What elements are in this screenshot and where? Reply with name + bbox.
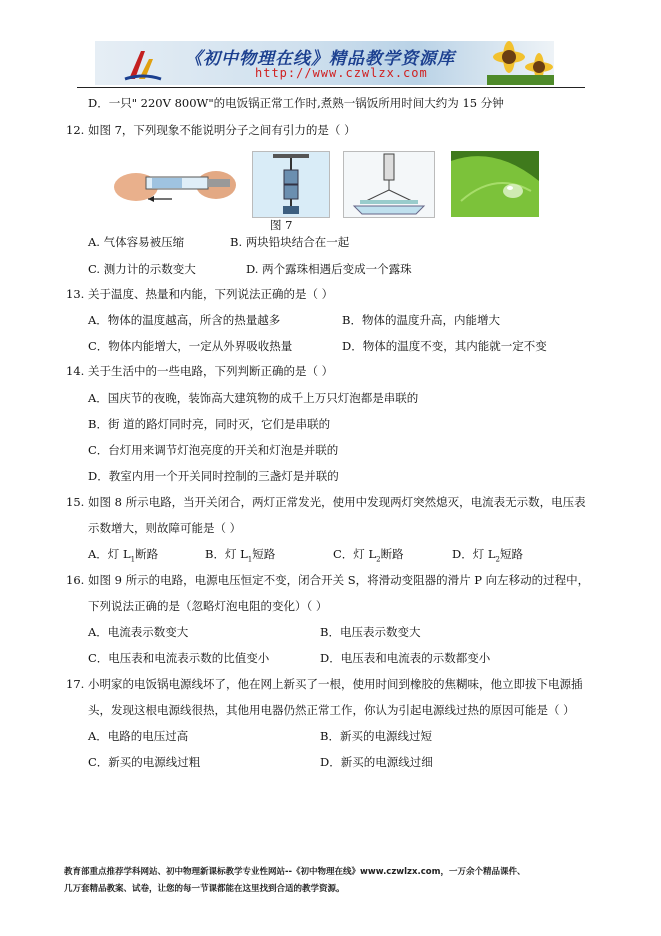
q16-option-d: D．电压表和电流表的示数都变小 [320, 651, 491, 665]
q15-option-b: B．灯 $L_1$短路 [205, 547, 276, 564]
q12-stem: 12. 如图 7，下列现象不能说明分子之间有引力的是（ ） [66, 123, 356, 137]
q11-option-d: D．一只" 220V 800W"的电饭锅正常工作时,煮熟一锅饭所用时间大约为 15 分钟 [88, 96, 504, 110]
q12-option-d: D. 两个露珠相遇后变成一个露珠 [246, 262, 412, 276]
lead-blocks-icon [253, 152, 329, 217]
q13-option-c: C．物体内能增大，一定从外界吸收热量 [88, 339, 293, 353]
q14-option-b: B．街 道的路灯同时亮，同时灭，它们是串联的 [88, 417, 331, 431]
q16-option-c: C．电压表和电流表示数的比值变小 [88, 651, 270, 665]
q16-option-b: B．电压表示数变大 [320, 625, 421, 639]
header-banner [95, 41, 554, 85]
q14-option-a: A．国庆节的夜晚，装饰高大建筑物的成千上万只灯泡都是串联的 [88, 391, 419, 405]
sunflower-icon [487, 41, 554, 85]
banner-url[interactable]: http://www.czwlzx.com [255, 66, 428, 80]
q12-option-a: A. 气体容易被压缩 [88, 235, 185, 249]
q13-option-b: B．物体的温度升高，内能增大 [342, 313, 500, 327]
q16-option-a: A．电流表示数变大 [88, 625, 189, 639]
logo-icon [123, 45, 163, 83]
q15-stem-line1: 15. 如图 8 所示电路，当开关闭合，两灯正常发光，使用中发现两灯突然熄灭，电流表无示数，电压表 [66, 495, 586, 509]
q16-stem-line2: 下列说法正确的是（忽略灯泡电阻的变化）（ ） [88, 599, 328, 613]
banner-title: 《初中物理在线》精品教学资源库 [185, 49, 455, 69]
q14-stem: 14. 关于生活中的一些电路，下列判断正确的是（ ） [66, 364, 334, 378]
footer-line-1: 教育部重点推荐学科网站、初中物理新课标教学专业性网站--《初中物理在线》www.czwlzx.com，一万余个精品课件、 [64, 867, 526, 877]
q17-option-d: D．新买的电源线过细 [320, 755, 433, 769]
figure-lead-blocks [252, 151, 330, 218]
q16-stem-line1: 16. 如图 9 所示的电路，电源电压恒定不变，闭合开关 S，将滑动变阻器的滑片 P 向左移动的过程中， [66, 573, 590, 587]
dew-drop-icon [451, 151, 539, 217]
q15-stem-line2: 示数增大，则故障可能是（ ） [88, 521, 242, 535]
page-footer [64, 864, 525, 898]
q13-stem: 13. 关于温度、热量和内能，下列说法正确的是（ ） [66, 287, 334, 301]
footer-line-2: 几万套精品教案、试卷，让您的每一节课都能在这里找到合适的教学资源。 [64, 884, 345, 894]
q17-stem-line1: 17. 小明家的电饭锅电源线坏了，他在网上新买了一根，使用时间到橡胶的焦糊味，他立即拔下电源插 [66, 677, 583, 691]
q17-option-c: C．新买的电源线过粗 [88, 755, 201, 769]
q14-option-d: D．教室内用一个开关同时控制的三盏灯是并联的 [88, 469, 339, 483]
q15-option-a: A．灯 $L_1$断路 [88, 547, 159, 564]
spring-scale-icon [344, 152, 434, 217]
figure-leaf-dew [451, 151, 539, 217]
q12-figure-label: 图 7 [270, 218, 293, 232]
syringe-icon [112, 159, 238, 207]
q17-stem-line2: 头，发现这根电源线很热，其他用电器仍然正常工作，你认为引起电源线过热的原因可能是（ ） [88, 703, 575, 717]
q17-option-b: B．新买的电源线过短 [320, 729, 432, 743]
q17-option-a: A．电路的电压过高 [88, 729, 189, 743]
q14-option-c: C．台灯用来调节灯泡亮度的开关和灯泡是并联的 [88, 443, 339, 457]
header-rule [77, 87, 585, 88]
q13-option-a: A．物体的温度越高，所含的热量越多 [88, 313, 281, 327]
figure-syringe [112, 159, 238, 207]
figure-spring-scale [343, 151, 435, 218]
q12-option-b: B. 两块铅块结合在一起 [230, 235, 350, 249]
q13-option-d: D．物体的温度不变，其内能就一定不变 [342, 339, 547, 353]
q15-option-d: D．灯 $L_2$短路 [452, 547, 523, 564]
q15-option-c: C．灯 $L_2$断路 [333, 547, 404, 564]
q12-option-c: C. 测力计的示数变大 [88, 262, 196, 276]
